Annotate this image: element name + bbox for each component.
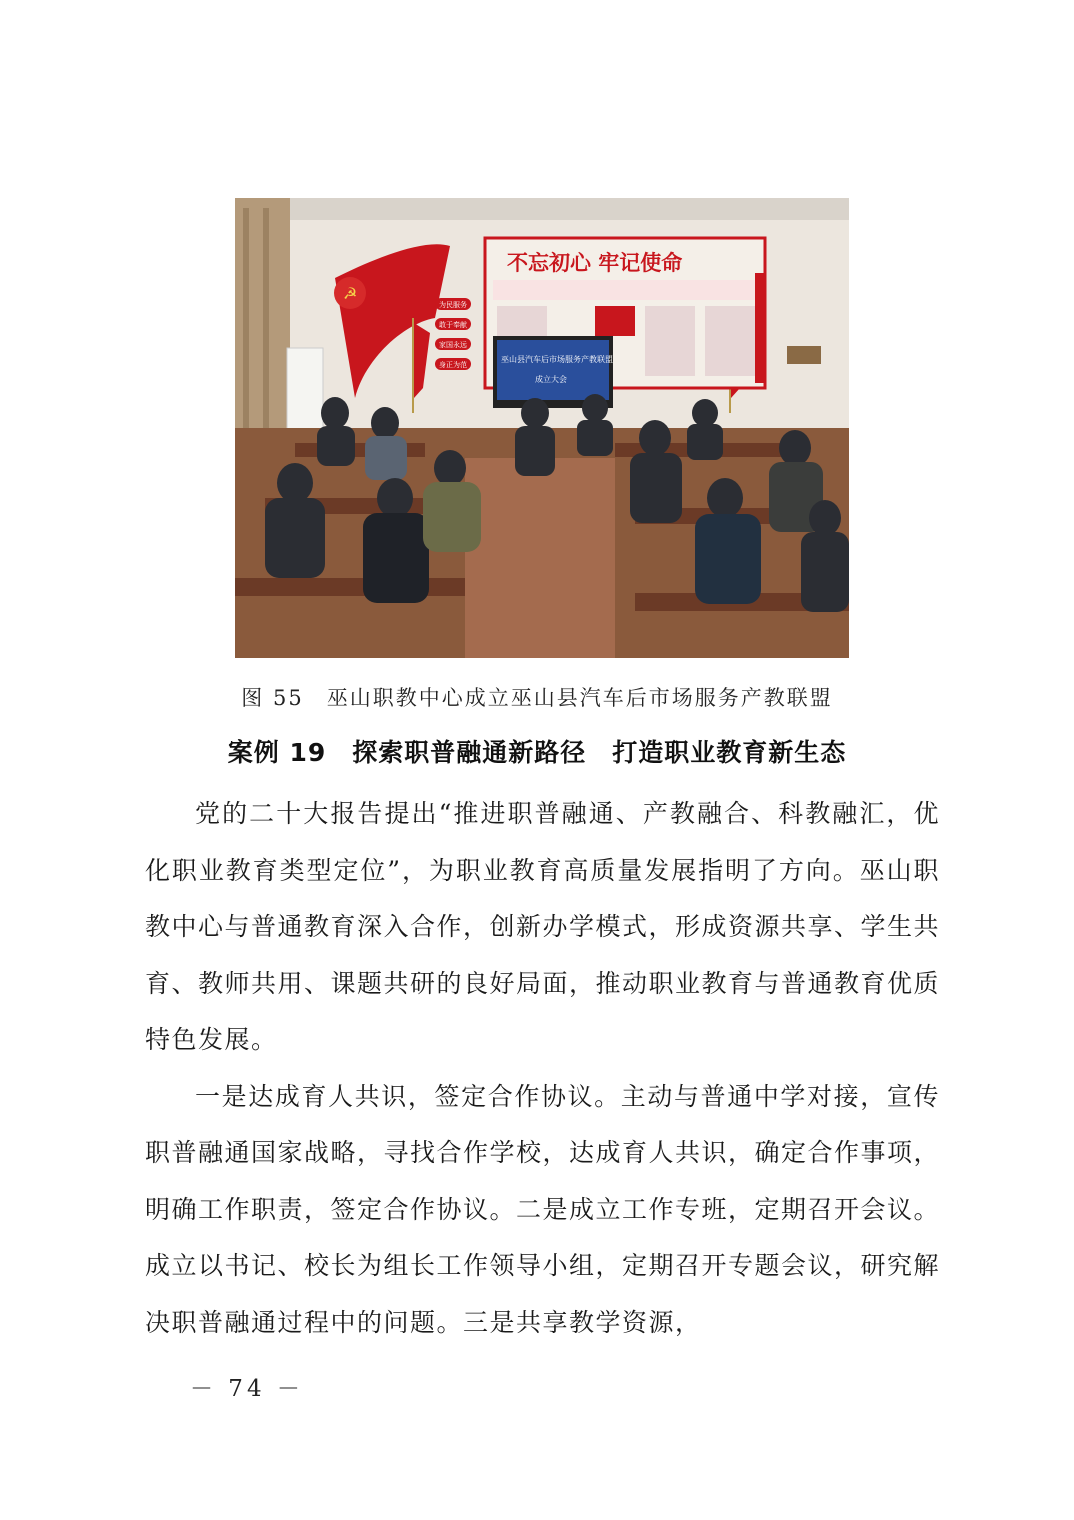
paragraph-2: 一是达成育人共识，签定合作协议。主动与普通中学对接，宣传职普融通国家战略，寻找合作学校，达成育人共识，确定合作事项，明确工作职责，签定合作协议。二是成立工作专班，定期召开会议。成立以书记、校长为组长工作领导小组，定期召开专题会议，研究解决职普融通过程中的问题。三是共享教学资源，: [145, 1081, 941, 1337]
pillar-2: 家国永远: [439, 341, 467, 349]
screen-line2: 成立大会: [535, 375, 567, 384]
paragraph-1: 党的二十大报告提出“推进职普融通、产教融合、科教融汇，优化职业教育类型定位”，为职业教育高质量发展指明了方向。巫山职教中心与普通教育深入合作，创新办学模式，形成资源共享、学生共育、教师共用、课题共研的良好局面，推动职业教育与普通教育优质特色发展。: [145, 799, 941, 1054]
screen-line1: 巫山县汽车后市场服务产教联盟: [501, 355, 613, 364]
case-heading: 案例 19 探索职普融通新路径 打造职业教育新生态: [227, 738, 847, 767]
banner-text: 不忘初心 牢记使命: [507, 251, 683, 275]
meeting-photo: [235, 198, 849, 658]
body-text: [145, 786, 940, 1351]
pillar-1: 敢于奉献: [439, 321, 467, 329]
pillar-0: 为民服务: [439, 301, 467, 309]
page-number: － 74 －: [190, 1376, 304, 1402]
figure-caption: 图 55 巫山职教中心成立巫山县汽车后市场服务产教联盟: [241, 686, 833, 710]
svg-text:☭: ☭: [343, 284, 358, 303]
meeting-photo-illustration: [235, 198, 849, 658]
pillar-3: 身正为范: [439, 361, 467, 369]
